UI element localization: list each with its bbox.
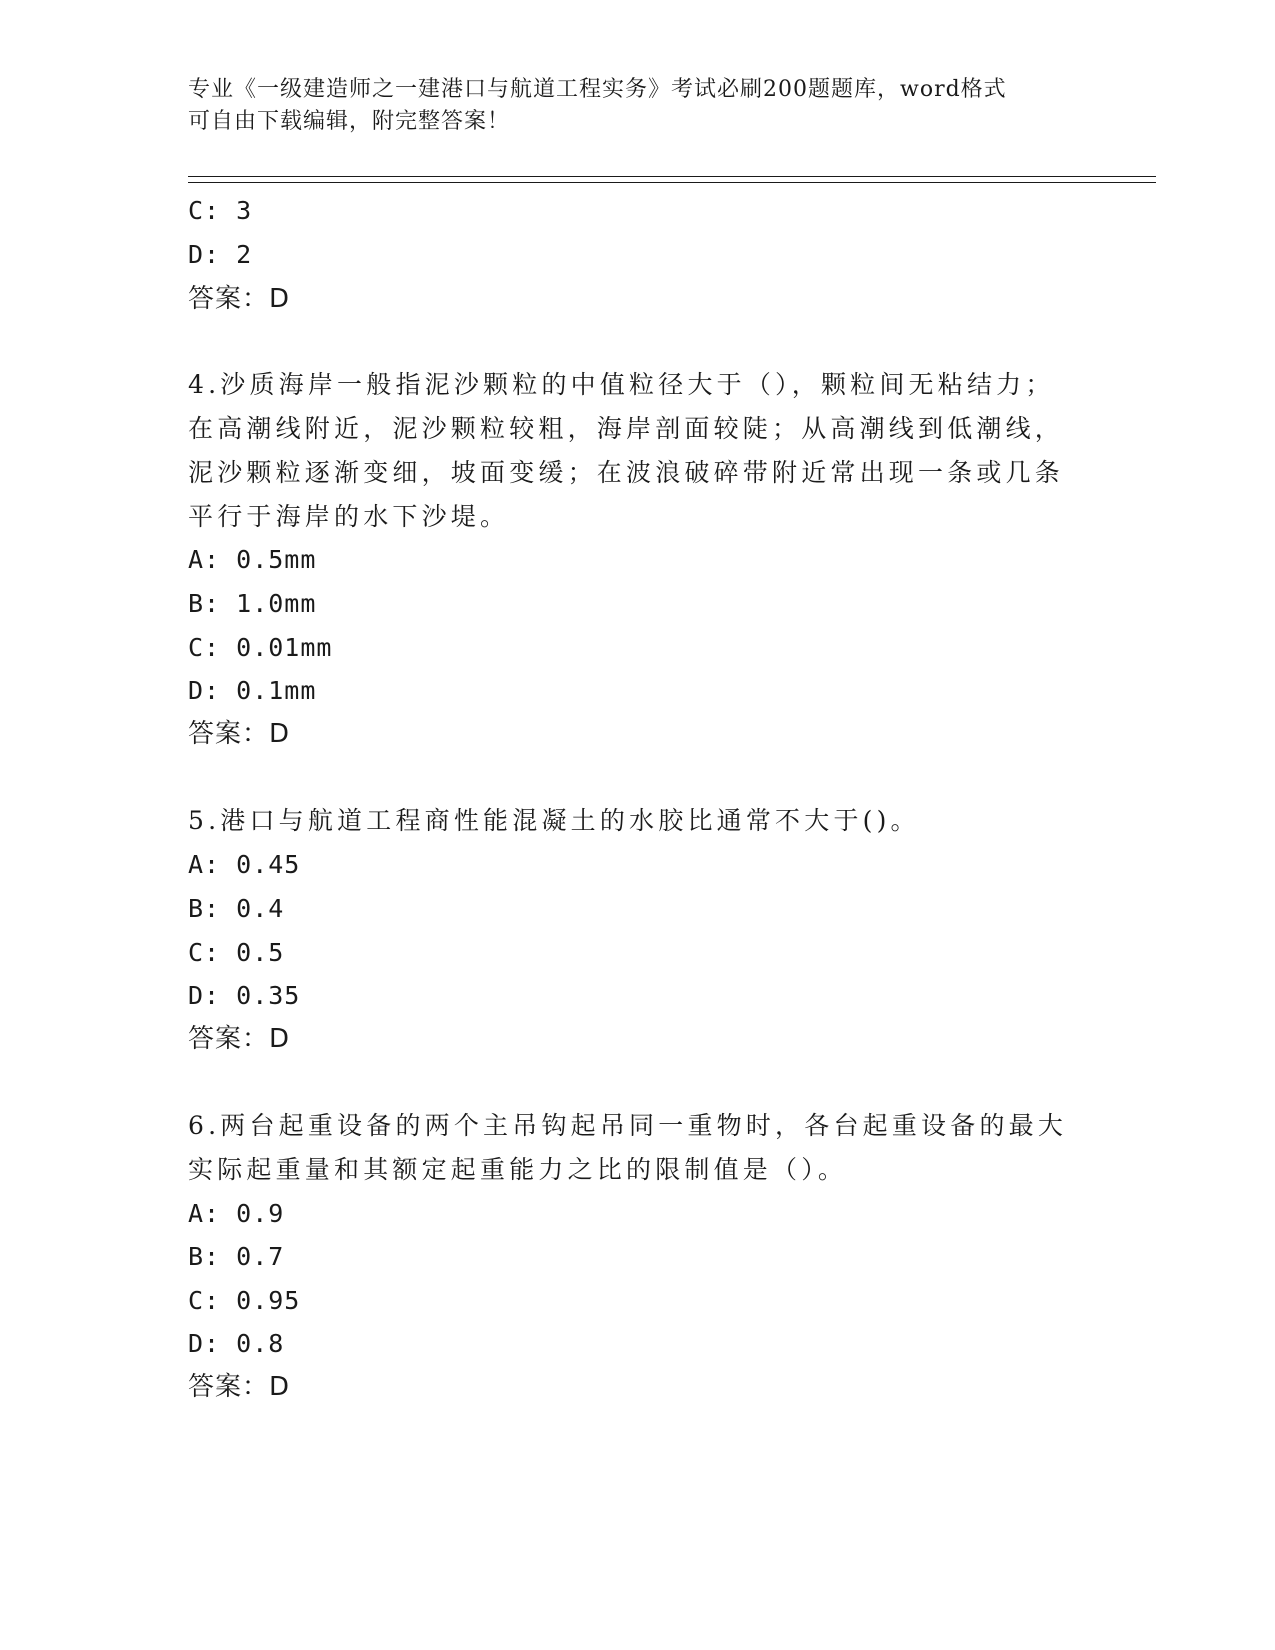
header-line-2: 可自由下载编辑，附完整答案！ [188,109,511,134]
q4-option-d: D: 0.1mm [188,676,317,705]
q4-stem-line-2: 在高潮线附近，泥沙颗粒较粗，海岸剖面较陡；从高潮线到低潮线， [188,414,1065,443]
q5-answer: 答案：D [188,1024,291,1054]
q4-option-a: A: 0.5mm [188,545,317,574]
q3-answer: 答案：D [188,284,291,314]
q6-option-b: B: 0.7 [188,1242,285,1271]
q4-option-b: B: 1.0mm [188,589,317,618]
q4-answer: 答案：D [188,719,291,749]
q6-answer: 答案：D [188,1372,291,1402]
header-line-1: 专业《一级建造师之一建港口与航道工程实务》考试必刷200题题库，word格式 [188,77,1007,102]
q6-stem-line-2: 实际起重量和其额定起重能力之比的限制值是（）。 [188,1155,848,1184]
q3-option-d: D: 2 [188,240,253,269]
q6-option-d: D: 0.8 [188,1329,285,1358]
q5-option-a: A: 0.45 [188,850,301,879]
document-header [188,74,1068,138]
q4-stem-line-3: 泥沙颗粒逐渐变细，坡面变缓；在波浪破碎带附近常出现一条或几条 [188,458,1065,487]
q4-stem-line-4: 平行于海岸的水下沙堤。 [188,502,510,531]
q3-option-c: C: 3 [188,196,253,225]
q6-option-a: A: 0.9 [188,1199,285,1228]
q4-option-c: C: 0.01mm [188,633,333,662]
q6-option-c: C: 0.95 [188,1286,301,1315]
q6-stem-line-1: 6.两台起重设备的两个主吊钩起吊同一重物时，各台起重设备的最大 [188,1111,1068,1140]
q5-option-d: D: 0.35 [188,981,301,1010]
q5-option-b: B: 0.4 [188,894,285,923]
header-rule-top [188,176,1156,177]
q5-option-c: C: 0.5 [188,938,285,967]
q4-stem-line-1: 4.沙质海岸一般指泥沙颗粒的中值粒径大于（），颗粒间无粘结力； [188,370,1055,399]
header-rule-bottom [188,182,1156,183]
q5-stem-line-1: 5.港口与航道工程商性能混凝土的水胶比通常不大于()。 [188,806,920,835]
